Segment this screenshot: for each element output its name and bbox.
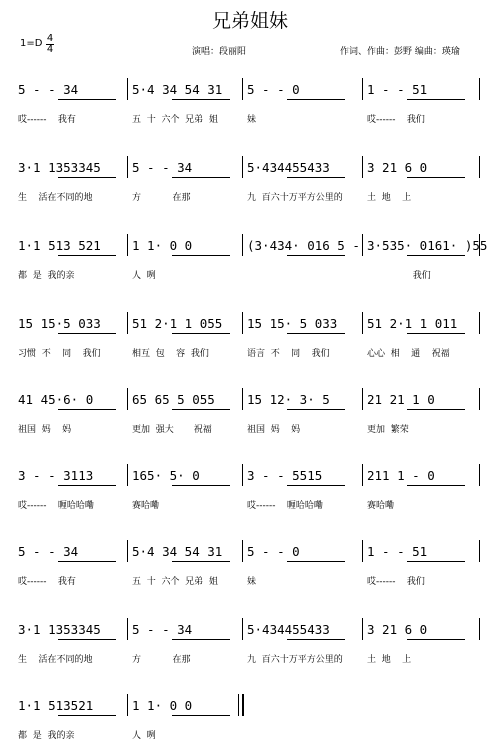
measure-notes: 5·434455433 <box>247 622 330 637</box>
measure-notes: 1·1 513521 <box>18 698 94 713</box>
bar-line <box>242 694 244 716</box>
measure-lyrics: 心心 相 通 祝福 <box>367 349 450 359</box>
measure-lyrics: 更加 繁荣 <box>367 425 409 435</box>
beam-line <box>58 177 116 178</box>
bar-line <box>362 618 363 640</box>
bar-line <box>479 234 480 256</box>
measure-notes: 5·4 34 54 31 <box>132 82 223 97</box>
bar-line <box>242 312 243 334</box>
measure-notes: 5 - - 34 <box>18 544 79 559</box>
measure-notes: 5 - - 0 <box>247 82 300 97</box>
measure-notes: 51 2·1 1 055 <box>132 316 223 331</box>
measure-notes: 21 21 1 0 <box>367 392 435 407</box>
bar-line <box>362 234 363 256</box>
beam-line <box>58 333 116 334</box>
time-signature <box>46 34 54 55</box>
bar-line <box>479 464 480 486</box>
measure-lyrics: 祖国 妈 妈 <box>247 425 301 435</box>
measure-notes: 3 - - 5515 <box>247 468 323 483</box>
time-bottom: 4 <box>46 44 54 55</box>
bar-line <box>242 618 243 640</box>
staff-system <box>0 688 500 748</box>
beam-line <box>407 333 465 334</box>
measure-lyrics: 人 咧 <box>132 271 156 281</box>
bar-line <box>242 234 243 256</box>
measure-lyrics: 哎------ 我们 <box>367 577 425 587</box>
beam-line <box>287 639 345 640</box>
measure-notes: 5·434455433 <box>247 160 330 175</box>
bar-line <box>479 388 480 410</box>
beam-line <box>58 255 116 256</box>
measure-lyrics: 妹 <box>247 115 257 125</box>
beam-line <box>287 177 345 178</box>
measure-lyrics: 五 十 六个 兄弟 姐 <box>132 115 218 125</box>
composer-credit: 作词、作曲：彭野 编曲：瑛瑜 <box>340 47 460 57</box>
measure-lyrics: 哎------ 我有 <box>18 115 76 125</box>
beam-line <box>58 639 116 640</box>
measure-notes: 1 1· 0 0 <box>132 238 193 253</box>
measure-notes: 1·1 513 521 <box>18 238 101 253</box>
bar-line <box>127 156 128 178</box>
measure-lyrics: 五 十 六个 兄弟 姐 <box>132 577 218 587</box>
bar-line <box>242 540 243 562</box>
measure-notes: 5 - - 34 <box>132 160 193 175</box>
beam-line <box>172 255 230 256</box>
measure-notes: (3·434· 016 5 - <box>247 238 360 253</box>
bar-line <box>242 464 243 486</box>
beam-line <box>172 99 230 100</box>
measure-lyrics: 土 地 上 <box>367 655 412 665</box>
bar-line <box>127 388 128 410</box>
measure-lyrics: 土 地 上 <box>367 193 412 203</box>
beam-line <box>172 715 230 716</box>
bar-line <box>479 156 480 178</box>
measure-notes: 5 - - 34 <box>132 622 193 637</box>
beam-line <box>287 333 345 334</box>
beam-line <box>58 561 116 562</box>
beam-line <box>172 485 230 486</box>
measure-notes: 1 1· 0 0 <box>132 698 193 713</box>
page-title: 兄弟姐妹 <box>211 10 288 32</box>
key-signature: 1=D <box>20 38 43 49</box>
measure-notes: 51 2·1 1 011 <box>367 316 458 331</box>
measure-notes: 3 21 6 0 <box>367 160 428 175</box>
staff-system <box>0 534 500 594</box>
measure-notes: 1 - - 51 <box>367 544 428 559</box>
measure-lyrics: 祖国 妈 妈 <box>18 425 72 435</box>
bar-line <box>362 464 363 486</box>
measure-notes: 3·1 1353345 <box>18 622 101 637</box>
measure-notes: 3·535· 0161· )55 <box>367 238 488 253</box>
measure-lyrics: 九 百六十万平方公里的 <box>247 655 343 665</box>
beam-line <box>407 561 465 562</box>
bar-line <box>242 78 243 100</box>
beam-line <box>407 99 465 100</box>
beam-line <box>172 409 230 410</box>
bar-line <box>362 388 363 410</box>
bar-line <box>242 388 243 410</box>
measure-notes: 15 15·5 033 <box>18 316 101 331</box>
beam-line <box>58 409 116 410</box>
measure-lyrics: 习惯 不 同 我们 <box>18 349 101 359</box>
staff-system <box>0 228 500 288</box>
measure-notes: 211 1 - 0 <box>367 468 435 483</box>
bar-line <box>238 694 239 716</box>
measure-notes: 5 - - 34 <box>18 82 79 97</box>
measure-lyrics: 我们 <box>367 271 431 281</box>
bar-line <box>362 540 363 562</box>
beam-line <box>407 639 465 640</box>
bar-line <box>127 540 128 562</box>
bar-line <box>362 78 363 100</box>
beam-line <box>407 409 465 410</box>
bar-line <box>362 312 363 334</box>
bar-line <box>127 464 128 486</box>
measure-lyrics: 哎------ 喱哈哈嘞 <box>18 501 94 511</box>
measure-notes: 3 21 6 0 <box>367 622 428 637</box>
staff-system <box>0 306 500 366</box>
measure-lyrics: 生 活在不同的地 <box>18 193 93 203</box>
bar-line <box>479 540 480 562</box>
measure-lyrics: 赛哈嘞 <box>367 501 395 511</box>
measure-lyrics: 生 活在不同的地 <box>18 655 93 665</box>
measure-lyrics: 九 百六十万平方公里的 <box>247 193 343 203</box>
measure-lyrics: 哎------ 我有 <box>18 577 76 587</box>
measure-lyrics: 更加 强大 祝福 <box>132 425 212 435</box>
bar-line <box>479 312 480 334</box>
measure-notes: 15 15· 5 033 <box>247 316 338 331</box>
beam-line <box>407 255 465 256</box>
singer-credit: 演唱：段丽阳 <box>192 47 247 57</box>
staff-system <box>0 382 500 442</box>
measure-notes: 65 65 5 055 <box>132 392 215 407</box>
beam-line <box>172 639 230 640</box>
bar-line <box>127 618 128 640</box>
beam-line <box>287 485 345 486</box>
staff-system <box>0 72 500 132</box>
measure-lyrics: 都 是 我的亲 <box>18 271 75 281</box>
measure-notes: 5 - - 0 <box>247 544 300 559</box>
measure-lyrics: 语言 不 同 我们 <box>247 349 330 359</box>
measure-lyrics: 都 是 我的亲 <box>18 731 75 741</box>
beam-line <box>58 99 116 100</box>
measure-notes: 3·1 1353345 <box>18 160 101 175</box>
beam-line <box>407 485 465 486</box>
beam-line <box>407 177 465 178</box>
measure-lyrics: 哎------ 我们 <box>367 115 425 125</box>
staff-system <box>0 150 500 210</box>
measure-notes: 1 - - 51 <box>367 82 428 97</box>
bar-line <box>479 618 480 640</box>
beam-line <box>287 561 345 562</box>
measure-lyrics: 哎------ 喱哈哈嘞 <box>247 501 323 511</box>
measure-notes: 165· 5· 0 <box>132 468 200 483</box>
staff-system <box>0 612 500 672</box>
beam-line <box>58 485 116 486</box>
bar-line <box>127 694 128 716</box>
measure-lyrics: 方 在那 <box>132 655 191 665</box>
bar-line <box>127 78 128 100</box>
beam-line <box>287 409 345 410</box>
measure-lyrics: 赛哈嘞 <box>132 501 160 511</box>
beam-line <box>287 255 345 256</box>
measure-lyrics: 妹 <box>247 577 257 587</box>
beam-line <box>287 99 345 100</box>
beam-line <box>172 333 230 334</box>
beam-line <box>172 177 230 178</box>
beam-line <box>172 561 230 562</box>
measure-notes: 15 12· 3· 5 <box>247 392 330 407</box>
measure-notes: 3 - - 3113 <box>18 468 94 483</box>
beam-line <box>58 715 116 716</box>
time-top: 4 <box>46 33 54 44</box>
measure-lyrics: 人 咧 <box>132 731 156 741</box>
bar-line <box>362 156 363 178</box>
measure-notes: 5·4 34 54 31 <box>132 544 223 559</box>
measure-notes: 41 45·6· 0 <box>18 392 94 407</box>
bar-line <box>127 312 128 334</box>
measure-lyrics: 相互 包 容 我们 <box>132 349 209 359</box>
bar-line <box>127 234 128 256</box>
measure-lyrics: 方 在那 <box>132 193 191 203</box>
staff-system <box>0 458 500 518</box>
bar-line <box>242 156 243 178</box>
bar-line <box>479 78 480 100</box>
